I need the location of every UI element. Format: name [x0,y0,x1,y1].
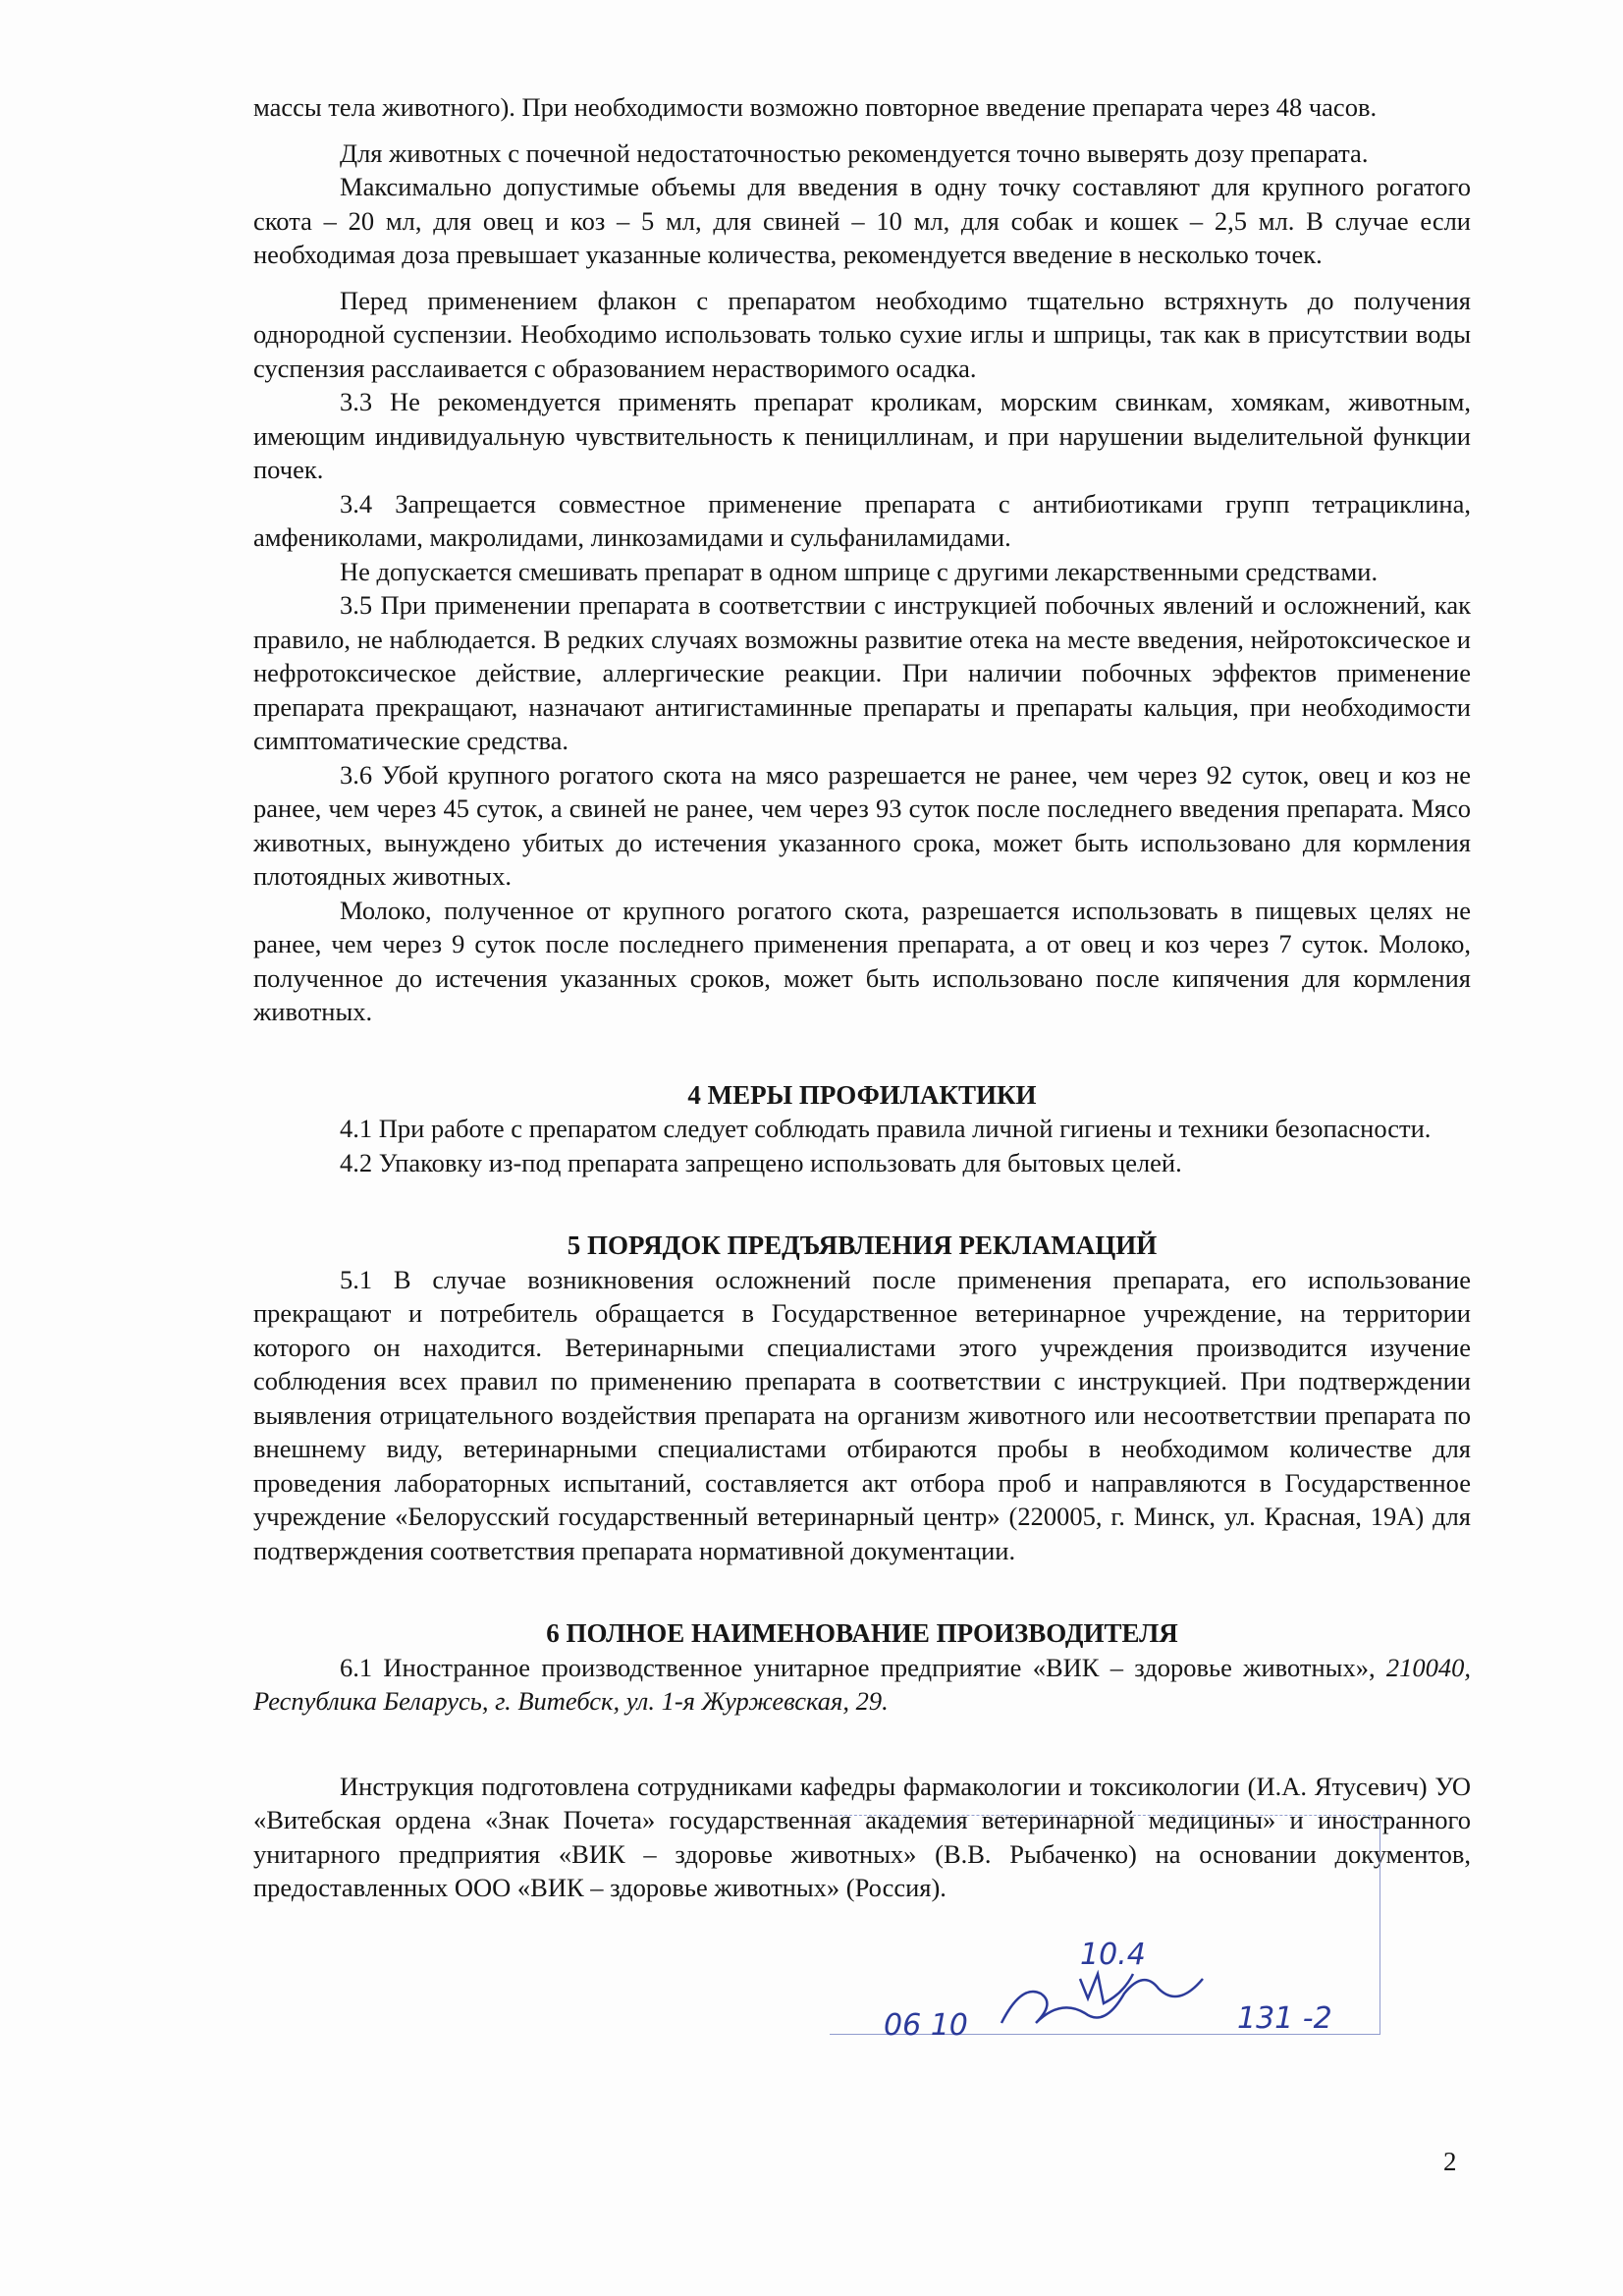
section-6-heading: 6 ПОЛНОЕ НАИМЕНОВАНИЕ ПРОИЗВОДИТЕЛЯ [546,1618,1178,1648]
paragraph-dose-repeat: массы тела животного). При необходимости возможно повторное введение препарата через 48 часов. [253,92,1378,122]
handwritten-signature [854,1925,1365,2043]
paragraph-max-volumes: Максимально допустимые объемы для введения в одну точку составляют для крупного рогатого скота – 20 мл, для овец и коз – 5 мл, для свиней – 10 мл, для собак и кошек – 2,5 мл. В случае если необходимая доза превышает указанные количества, рекомендуется введение в несколько точек. [253,172,1471,269]
paragraph-4-2: 4.2 Упаковку из-под препарата запрещено использовать для бытовых целей. [340,1147,1182,1177]
paragraph-4-1: 4.1 При работе с препаратом следует соблюдать правила личной гигиены и техники безопасности. [340,1114,1432,1143]
handwritten-date-top: 10.4 [1080,1938,1146,1972]
paragraph-milk: Молоко, полученное от крупного рогатого скота, разрешается использовать в пищевых целях не ранее, чем через 9 суток после последнего применения препарата, а от овец и коз через 7 суток. Молоко, полученное до истечения указанных сроков, может быть использовано после кипячения для кормления животных. [253,895,1471,1026]
paragraph-3-5: 3.5 При применении препарата в соответствии с инструкцией побочных явлений и осложнений, как правило, не наблюдается. В редких случаях возможны развитие отека на месте введения, нейротоксическое и нефротоксическое действие, аллергические реакции. При наличии побочных эффектов применение препарата прекращают, назначают антигистаминные препараты и препараты кальция, при необходимости симптоматические средства. [253,590,1471,755]
paragraph-3-6: 3.6 Убой крупного рогатого скота на мясо разрешается не ранее, чем через 92 суток, овец и коз не ранее, чем через 45 суток, а свиней не ранее, чем через 93 суток после последнего введения препарата. Мясо животных, вынуждено убитых до истечения указанного срока, может быть использовано для кормления плотоядных животных. [253,759,1471,891]
paragraph-6-1 [253,1651,1471,1719]
manufacturer-name: 6.1 Иностранное производственное унитарное предприятие «ВИК – здоровье животных», [340,1652,1376,1682]
handwritten-protocol-number: 131 -2 [1237,2001,1332,2036]
paragraph-no-mixing: Не допускается смешивать препарат в одном шприце с другими лекарственными средствами. [340,556,1379,586]
paragraph-5-1: 5.1 В случае возникновения осложнений после применения препарата, его использование прекращают и потребитель обращается в Государственное ветеринарное учреждение, на территории которого он находится. Ветеринарными специалистами этого учреждения производится изучение соблюдения всех правил по применению препарата в соответствии с инструкцией. При подтверждении выявления отрицательного воздействия препарата на организм животного или несоответствии препарата по внешнему виду, ветеринарными специалистами отбираются пробы в необходимом количестве для проведения лабораторных испытаний, составляется акт отбора проб и направляются в Государственное учреждение «Белорусский государственный ветеринарный центр» (220005, г. Минск, ул. Красная, 19А) для подтверждения соответствия препарата нормативной документации. [253,1264,1471,1565]
signature-ink [854,1925,1365,2043]
manufacturer-address: 210040, Республика Беларусь, г. Витебск, ул. 1-я Журжевская, 29. [253,1652,1471,1716]
handwritten-date: 06 10 [884,2008,968,2043]
paragraph-3-3: 3.3 Не рекомендуется применять препарат кроликам, морским свинкам, хомякам, животным, имеющим индивидуальную чувствительность к пенициллинам, и при нарушении выделительной функции почек. [253,387,1471,484]
document-body [253,90,1471,1905]
page-number: 2 [1443,2147,1457,2176]
section-5-heading: 5 ПОРЯДОК ПРЕДЪЯВЛЕНИЯ РЕКЛАМАЦИЙ [567,1230,1158,1260]
paragraph-shake: Перед применением флакон с препаратом необходимо тщательно встряхнуть до получения однородной суспензии. Необходимо использовать только сухие иглы и шприцы, так как в присутствии воды суспензия расслаивается с образованием нерастворимого осадка. [253,285,1471,383]
paragraph-closing: Инструкция подготовлена сотрудниками кафедры фармакологии и токсикологии (И.А. Ятусевич) УО «Витебская ордена «Знак Почета» государственная академия ветеринарной медицины» и иностранного унитарного предприятия «ВИК – здоровье животных» (В.В. Рыбаченко) на основании документов, предоставленных ООО «ВИК – здоровье животных» (Россия). [253,1771,1471,1902]
paragraph-3-4: 3.4 Запрещается совместное применение препарата с антибиотиками групп тетрациклина, амфениколами, макролидами, линкозамидами и сульфаниламидами. [253,488,1471,552]
paragraph-renal: Для животных с почечной недостаточностью рекомендуется точно выверять дозу препарата. [340,137,1369,168]
section-4-heading: 4 МЕРЫ ПРОФИЛАКТИКИ [687,1079,1037,1110]
